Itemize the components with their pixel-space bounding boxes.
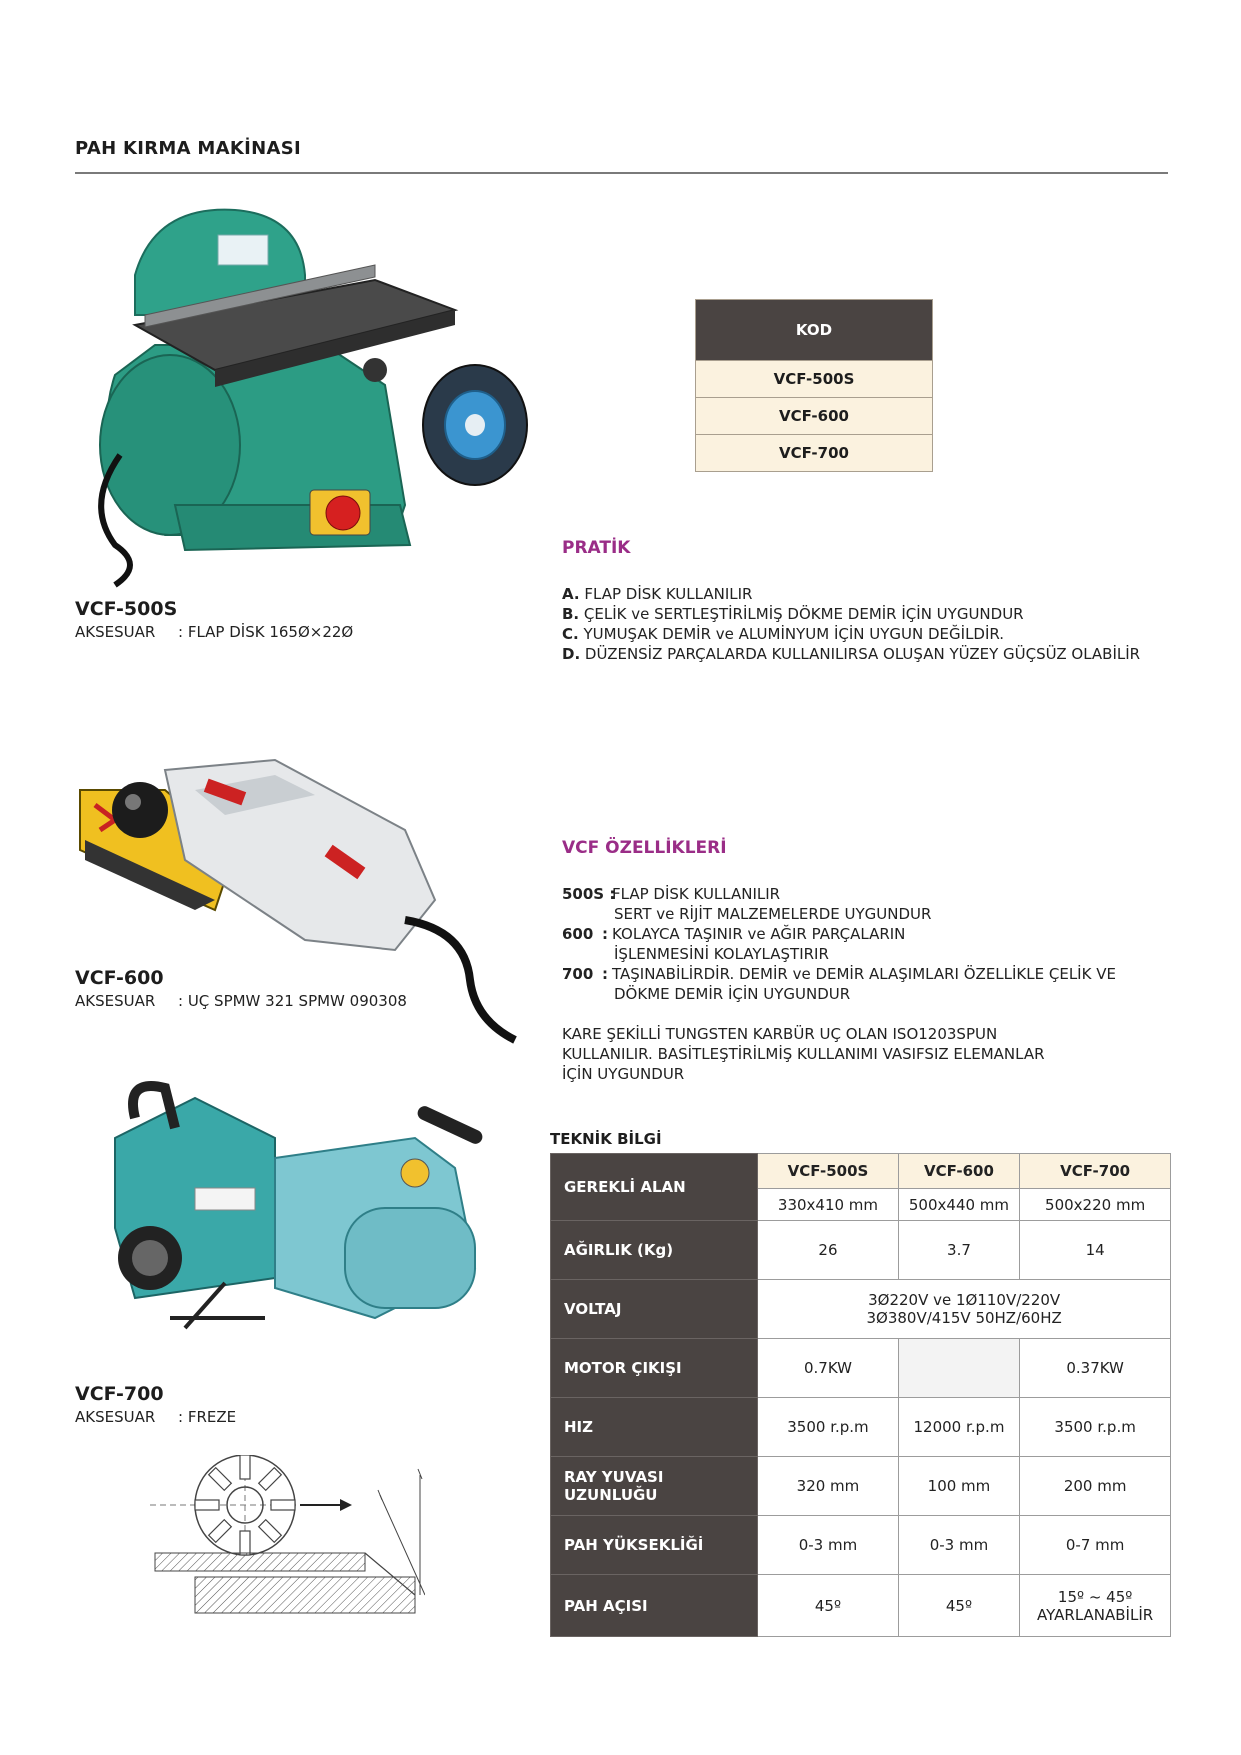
accessory-label: AKSESUAR	[75, 1408, 156, 1426]
tech-row-label: GEREKLİ ALAN	[551, 1154, 758, 1221]
tech-cell: 26	[758, 1221, 898, 1280]
kod-row: VCF-500S	[696, 361, 933, 398]
vcf-700-image	[75, 1078, 495, 1338]
model-name-vcf-600: VCF-600	[75, 967, 164, 989]
tech-cell: 15º ~ 45º AYARLANABİLİR	[1020, 1575, 1171, 1637]
tech-cell: 0-7 mm	[1020, 1516, 1171, 1575]
tech-cell: 3500 r.p.m	[758, 1398, 898, 1457]
title-divider	[75, 172, 1168, 174]
accessory-vcf-700	[75, 1408, 236, 1426]
milling-cutter-diagram	[150, 1455, 425, 1615]
tech-title: TEKNİK BİLGİ	[550, 1130, 662, 1148]
tech-row-label: RAY YUVASI UZUNLUĞU	[551, 1457, 758, 1516]
pratik-item: C. YUMUŞAK DEMİR ve ALUMİNYUM İÇİN UYGUN DEĞİLDİR.	[562, 625, 1005, 643]
tech-cell: 200 mm	[1020, 1457, 1171, 1516]
tech-cell: 330x410 mm	[758, 1189, 898, 1221]
tech-row-label: AĞIRLIK (Kg)	[551, 1221, 758, 1280]
tech-cell: 500x220 mm	[1020, 1189, 1171, 1221]
tech-row-label: PAH YÜKSEKLİĞİ	[551, 1516, 758, 1575]
tech-cell: 0.37KW	[1020, 1339, 1171, 1398]
kod-row: VCF-600	[696, 398, 933, 435]
tech-model-header: VCF-600	[898, 1154, 1020, 1189]
accessory-label: AKSESUAR	[75, 992, 156, 1010]
tech-cell: 0-3 mm	[758, 1516, 898, 1575]
pratik-title: PRATİK	[562, 538, 631, 558]
accessory-label: AKSESUAR	[75, 623, 156, 641]
model-name-vcf-700: VCF-700	[75, 1383, 164, 1405]
kod-table	[695, 299, 933, 472]
tech-cell: 100 mm	[898, 1457, 1020, 1516]
kod-header: KOD	[696, 300, 933, 361]
features-title: VCF ÖZELLİKLERİ	[562, 838, 727, 858]
pratik-item: A. FLAP DİSK KULLANILIR	[562, 585, 753, 603]
tech-cell: 3.7	[898, 1221, 1020, 1280]
accessory-value: : UÇ SPMW 321 SPMW 090308	[178, 992, 407, 1010]
tech-cell: 320 mm	[758, 1457, 898, 1516]
tech-row-label: VOLTAJ	[551, 1280, 758, 1339]
pratik-list	[562, 584, 1140, 664]
feature-item: 700 : TAŞINABİLİRDİR. DEMİR ve DEMİR ALAŞIMLARI ÖZELLİKLE ÇELİK VE DÖKME DEMİR İÇİN UYGUNDUR	[562, 965, 1116, 1003]
feature-item: 600 : KOLAYCA TAŞINIR ve AĞIR PARÇALARIN İŞLENMESİNİ KOLAYLAŞTIRIR	[562, 925, 906, 963]
tech-cell	[898, 1339, 1020, 1398]
tech-cell: 3500 r.p.m	[1020, 1398, 1171, 1457]
tech-row-label: MOTOR ÇIKIŞI	[551, 1339, 758, 1398]
vcf-500s-image	[75, 205, 530, 595]
accessory-value: : FREZE	[178, 1408, 237, 1426]
accessory-vcf-600	[75, 992, 407, 1010]
tech-cell: 0-3 mm	[898, 1516, 1020, 1575]
tech-cell: 500x440 mm	[898, 1189, 1020, 1221]
accessory-value: : FLAP DİSK 165Ø×22Ø	[178, 623, 354, 641]
tech-cell: 0.7KW	[758, 1339, 898, 1398]
tech-row-label: HIZ	[551, 1398, 758, 1457]
tech-model-header: VCF-700	[1020, 1154, 1171, 1189]
pratik-item: D. DÜZENSİZ PARÇALARDA KULLANILIRSA OLUŞAN YÜZEY GÜÇSÜZ OLABİLİR	[562, 645, 1141, 663]
tech-cell: 12000 r.p.m	[898, 1398, 1020, 1457]
tech-cell-voltage: 3Ø220V ve 1Ø110V/220V 3Ø380V/415V 50HZ/60HZ	[758, 1280, 1171, 1339]
accessory-vcf-500s	[75, 623, 353, 641]
page-title: PAH KIRMA MAKİNASI	[75, 138, 301, 159]
tech-row-label: PAH AÇISI	[551, 1575, 758, 1637]
tech-model-header: VCF-500S	[758, 1154, 898, 1189]
feature-item: 500S :FLAP DİSK KULLANILIR SERT ve RİJİT MALZEMELERDE UYGUNDUR	[562, 885, 932, 923]
tech-table	[550, 1153, 1171, 1637]
features-note: KARE ŞEKİLLİ TUNGSTEN KARBÜR UÇ OLAN ISO1203SPUN KULLANILIR. BASİTLEŞTİRİLMİŞ KULLANIMI VASIFSIZ ELEMANLAR İÇİN UYGUNDUR	[562, 1025, 1045, 1083]
tech-cell: 45º	[758, 1575, 898, 1637]
tech-cell: 45º	[898, 1575, 1020, 1637]
model-name-vcf-500s: VCF-500S	[75, 598, 178, 620]
kod-row: VCF-700	[696, 435, 933, 472]
pratik-item: B. ÇELİK ve SERTLEŞTİRİLMİŞ DÖKME DEMİR İÇİN UYGUNDUR	[562, 605, 1024, 623]
tech-cell: 14	[1020, 1221, 1171, 1280]
features-list	[562, 884, 1116, 1084]
